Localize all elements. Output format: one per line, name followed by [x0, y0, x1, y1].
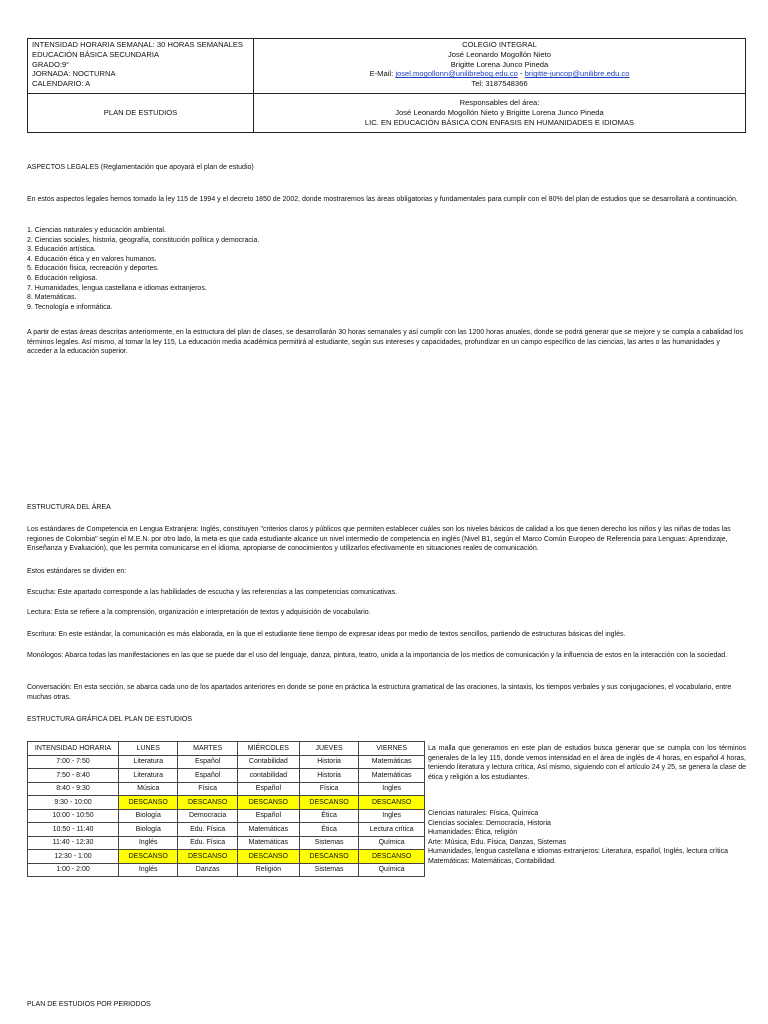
list-item: Arte: Música, Edu. Física, Danzas, Sistemas [428, 838, 567, 846]
time-cell: 9:30 - 10:00 [28, 796, 119, 810]
standard-escritura [27, 630, 746, 640]
plan-title-cell [28, 94, 254, 133]
subject-cell: Música [119, 782, 178, 796]
standard-lectura [27, 608, 746, 618]
subject-cell: Edu. Física [178, 836, 237, 850]
list-item: 2. Ciencias sociales, historia, geografía, constitución política y democracia. [27, 236, 260, 244]
table-row [28, 755, 425, 769]
schedule-table [27, 741, 425, 877]
email-link-1[interactable]: josel.mogollonn@unilibrebog.edu.co [395, 69, 518, 79]
standard-text: Abarca todas las manifestaciones en las que se puede dar el uso del lenguaje, danza, pintura, teatro, unida a la importancia de los medios de comunicación y la influencia de estos en la interacción con la sociedad. [63, 652, 728, 659]
subject-cell: Matemáticas [359, 755, 425, 769]
table-row [28, 863, 425, 877]
responsibles-degree: LIC. EN EDUCACIÓN BÁSICA CON ENFASIS EN HUMANIDADES E IDIOMAS [364, 117, 635, 127]
subject-cell: Ética [299, 809, 358, 823]
responsibles-cell [254, 94, 746, 133]
subject-cell: DESCANSO [119, 796, 178, 810]
header-school-cell [254, 39, 746, 94]
column-header: MIÉRCOLES [237, 742, 299, 756]
subject-cell: Español [178, 769, 237, 783]
email-separator: - [517, 69, 525, 79]
subject-cell: Química [359, 836, 425, 850]
legal-closing: A partir de estas áreas descritas anteriormente, en la estructura del plan de clases, se desarrollarán 30 horas semanales y así cumplir con las 1200 horas anuales, donde se podrá generar que se mejore y se cumpla a cabalidad los términos legales. Así mismo, al tomar la ley 115, La educación media académica permitirá al estudiante, según sus intereses y capacidades, profundizar en un campo específico de las ciencias, las artes o las humanidades y acceder a la educación superior. [27, 329, 743, 356]
list-item: 4. Educación ética y en valores humanos. [27, 255, 157, 263]
list-item: Humanidades, lengua castellana e idiomas extranjeros: Literatura, español, Inglés, lectura crítica [428, 848, 728, 856]
list-item: 9. Tecnología e informática. [27, 303, 113, 311]
responsibles-names: José Leonardo Mogollón Nieto y Brigitte Lorena Junco Pineda [395, 108, 604, 118]
table-row [28, 796, 425, 810]
table-row [28, 836, 425, 850]
subject-cell: Lectura crítica [359, 823, 425, 837]
subject-cell: Matemáticas [237, 836, 299, 850]
column-header: VIERNES [359, 742, 425, 756]
time-cell: 8:40 - 9:30 [28, 782, 119, 796]
subject-cell: Literatura [119, 755, 178, 769]
header-line: JORNADA: NOCTURNA [32, 69, 116, 79]
time-cell: 10:00 - 10:50 [28, 809, 119, 823]
subject-cell: DESCANSO [237, 850, 299, 864]
time-cell: 12:30 - 1:00 [28, 850, 119, 864]
header-table [27, 38, 746, 133]
table-row [28, 769, 425, 783]
email-label: E-Mail: [369, 69, 394, 79]
standard-term: Conversación: [27, 684, 72, 691]
subject-cell: DESCANSO [299, 796, 358, 810]
subject-cell: DESCANSO [359, 850, 425, 864]
phone-number: Tel: 3187548366 [471, 79, 528, 89]
header-info-cell [28, 39, 254, 94]
subject-cell: Democracia [178, 809, 237, 823]
list-item: 5. Educación física, recreación y deportes. [27, 265, 159, 273]
legal-heading: ASPECTOS LEGALES (Reglamentación que apoyará el plan de estudio) [27, 164, 254, 171]
plan-title: PLAN DE ESTUDIOS [103, 108, 178, 118]
subject-cell: Español [237, 782, 299, 796]
list-item: 7. Humanidades, lengua castellana e idiomas extranjeros. [27, 284, 207, 292]
subject-cell: Matemáticas [359, 769, 425, 783]
subject-cell: Física [299, 782, 358, 796]
subject-cell: contabilidad [237, 769, 299, 783]
responsibles-label: Responsables del área: [459, 98, 540, 108]
subject-cell: DESCANSO [299, 850, 358, 864]
subject-cell: Matemáticas [237, 823, 299, 837]
standard-monologos [27, 651, 746, 661]
standard-escucha [27, 588, 746, 598]
periods-heading: PLAN DE ESTUDIOS POR PERIODOS [27, 1001, 151, 1008]
legal-intro: En estos aspectos legales hemos tomado la ley 115 de 1994 y el decreto 1850 de 2002, donde mostraremos las áreas obligatorias y fundamentales para cumplir con el 80% del plan de estudios que se desarrollará a continuación. [27, 196, 738, 203]
teacher-name: Brigitte Lorena Junco Pineda [450, 59, 549, 69]
subject-cell: DESCANSO [359, 796, 425, 810]
standard-conversacion [27, 683, 746, 702]
table-row [28, 850, 425, 864]
subject-cell: Ética [299, 823, 358, 837]
standard-term: Monólogos: [27, 652, 64, 659]
subject-cell: Español [237, 809, 299, 823]
areas-list [27, 226, 746, 312]
time-cell: 7:50 - 8:40 [28, 769, 119, 783]
header-line: EDUCACIÓN BÁSICA SECUNDARIA [32, 49, 160, 59]
list-item: 8. Matemáticas. [27, 294, 77, 302]
header-line: GRADO:9° [32, 59, 70, 69]
area-groups [428, 809, 746, 867]
time-cell: 7:00 - 7:50 [28, 755, 119, 769]
header-line: INTENSIDAD HORARIA SEMANAL: 30 HORAS SEMANALES [32, 40, 243, 49]
list-item: 3. Educación artística. [27, 246, 96, 254]
subject-cell: Ingles [359, 782, 425, 796]
subject-cell: Edu. Física [178, 823, 237, 837]
email-line [258, 69, 741, 79]
column-header: JUEVES [299, 742, 358, 756]
subject-cell: Español [178, 755, 237, 769]
standard-text: En esta sección, se abarca cada uno de los apartados anteriores en donde se pone en práctica la estructura gramatical de las oraciones, la sintaxis, los tiempos verbales y sus conjugaciones, el vocabulario, entre muchas otras. [27, 684, 732, 701]
list-item: Humanidades: Ética, religión [428, 829, 518, 837]
subject-cell: DESCANSO [237, 796, 299, 810]
subject-cell: DESCANSO [178, 850, 237, 864]
structure-intro: Los estándares de Competencia en Lengua Extranjera: Inglés, constituyen "criterios claros y públicos que permiten establecer cuáles son los niveles básicos de calidad a los que tienen derecho los niños y las niñas de todas las regiones de Colombia" según el M.E.N. por otro lado, la meta es que cada estudiante alcance un nivel intermedio de competencia en inglés (Nivel B1, según el Marco Común Europeo de Referencia para Lenguas: Aprendizaje, Enseñanza y Evaluación), que les permita comunicarse en el idioma, apropiarse de conocimientos y utilizarlos efectivamente en situaciones reales de comunicación. [27, 526, 731, 553]
time-cell: 10:50 - 11:40 [28, 823, 119, 837]
list-item: 6. Educación religiosa. [27, 274, 98, 282]
subject-cell: DESCANSO [178, 796, 237, 810]
subject-cell: Sistemas [299, 863, 358, 877]
subject-cell: Religión [237, 863, 299, 877]
table-row [28, 809, 425, 823]
header-line: CALENDARIO: A [32, 79, 91, 89]
time-cell: 11:40 - 12:30 [28, 836, 119, 850]
subject-cell: Biología [119, 809, 178, 823]
standard-text: Este apartado corresponde a las habilidades de escucha y las referencias a las competencias comunicativas. [55, 589, 398, 596]
subject-cell: Inglés [119, 836, 178, 850]
standards-divided: Estos estándares se dividen en: [27, 568, 127, 575]
subject-cell: Historia [299, 755, 358, 769]
subject-cell: Historia [299, 769, 358, 783]
subject-cell: Inglés [119, 863, 178, 877]
subject-cell: Ingles [359, 809, 425, 823]
standard-term: Escritura: [27, 631, 57, 638]
standard-text: Esta se refiere a la comprensión, organización e interpretación de textos y adquisición de vocabulario. [52, 609, 371, 616]
standard-term: Lectura: [27, 609, 53, 616]
list-item: Matemáticas: Matemáticas, Contabilidad. [428, 857, 556, 865]
standard-term: Escucha: [27, 589, 56, 596]
list-item: Ciencias naturales: Física, Química [428, 810, 539, 817]
email-link-2[interactable]: brigitte-juncop@unilibre.edu.co [524, 69, 630, 79]
standard-text: En este estándar, la comunicación es más elaborada, en la que el estudiante tiene tiempo de expresar ideas por medio de textos sencillos, partiendo de estructuras básicas del inglés. [56, 631, 626, 638]
graphic-heading: ESTRUCTURA GRÁFICA DEL PLAN DE ESTUDIOS [27, 716, 193, 723]
column-header: INTENSIDAD HORARIA [28, 742, 119, 756]
table-row [28, 823, 425, 837]
subject-cell: Biología [119, 823, 178, 837]
table-row [28, 782, 425, 796]
structure-heading: ESTRUCTURA DEL ÁREA [27, 504, 111, 511]
subject-cell: Contabilidad [237, 755, 299, 769]
subject-cell: Física [178, 782, 237, 796]
subject-cell: Literatura [119, 769, 178, 783]
column-header: LUNES [119, 742, 178, 756]
list-item: 1. Ciencias naturales y educación ambiental. [27, 227, 166, 234]
school-name: COLEGIO INTEGRAL [462, 40, 537, 49]
time-cell: 1:00 - 2:00 [28, 863, 119, 877]
teacher-name: José Leonardo Mogollón Nieto [447, 49, 551, 59]
column-header: MARTES [178, 742, 237, 756]
schedule-description: La malla que generamos en este plan de estudios busca generar que se cumpla con los términos generales de la ley 115, donde vemos intensidad en el área de inglés de 4 horas, en español 4 horas, teniendo literatura y lectura crítica, Así mismo, siguiendo con el artículo 24 y 25, se genera la clase de ética y religión a los estudiantes. [428, 745, 746, 781]
table-header-row [28, 742, 425, 756]
subject-cell: Química [359, 863, 425, 877]
subject-cell: Danzas [178, 863, 237, 877]
subject-cell: Sistemas [299, 836, 358, 850]
list-item: Ciencias sociales: Democracia, Historia [428, 819, 551, 827]
subject-cell: DESCANSO [119, 850, 178, 864]
